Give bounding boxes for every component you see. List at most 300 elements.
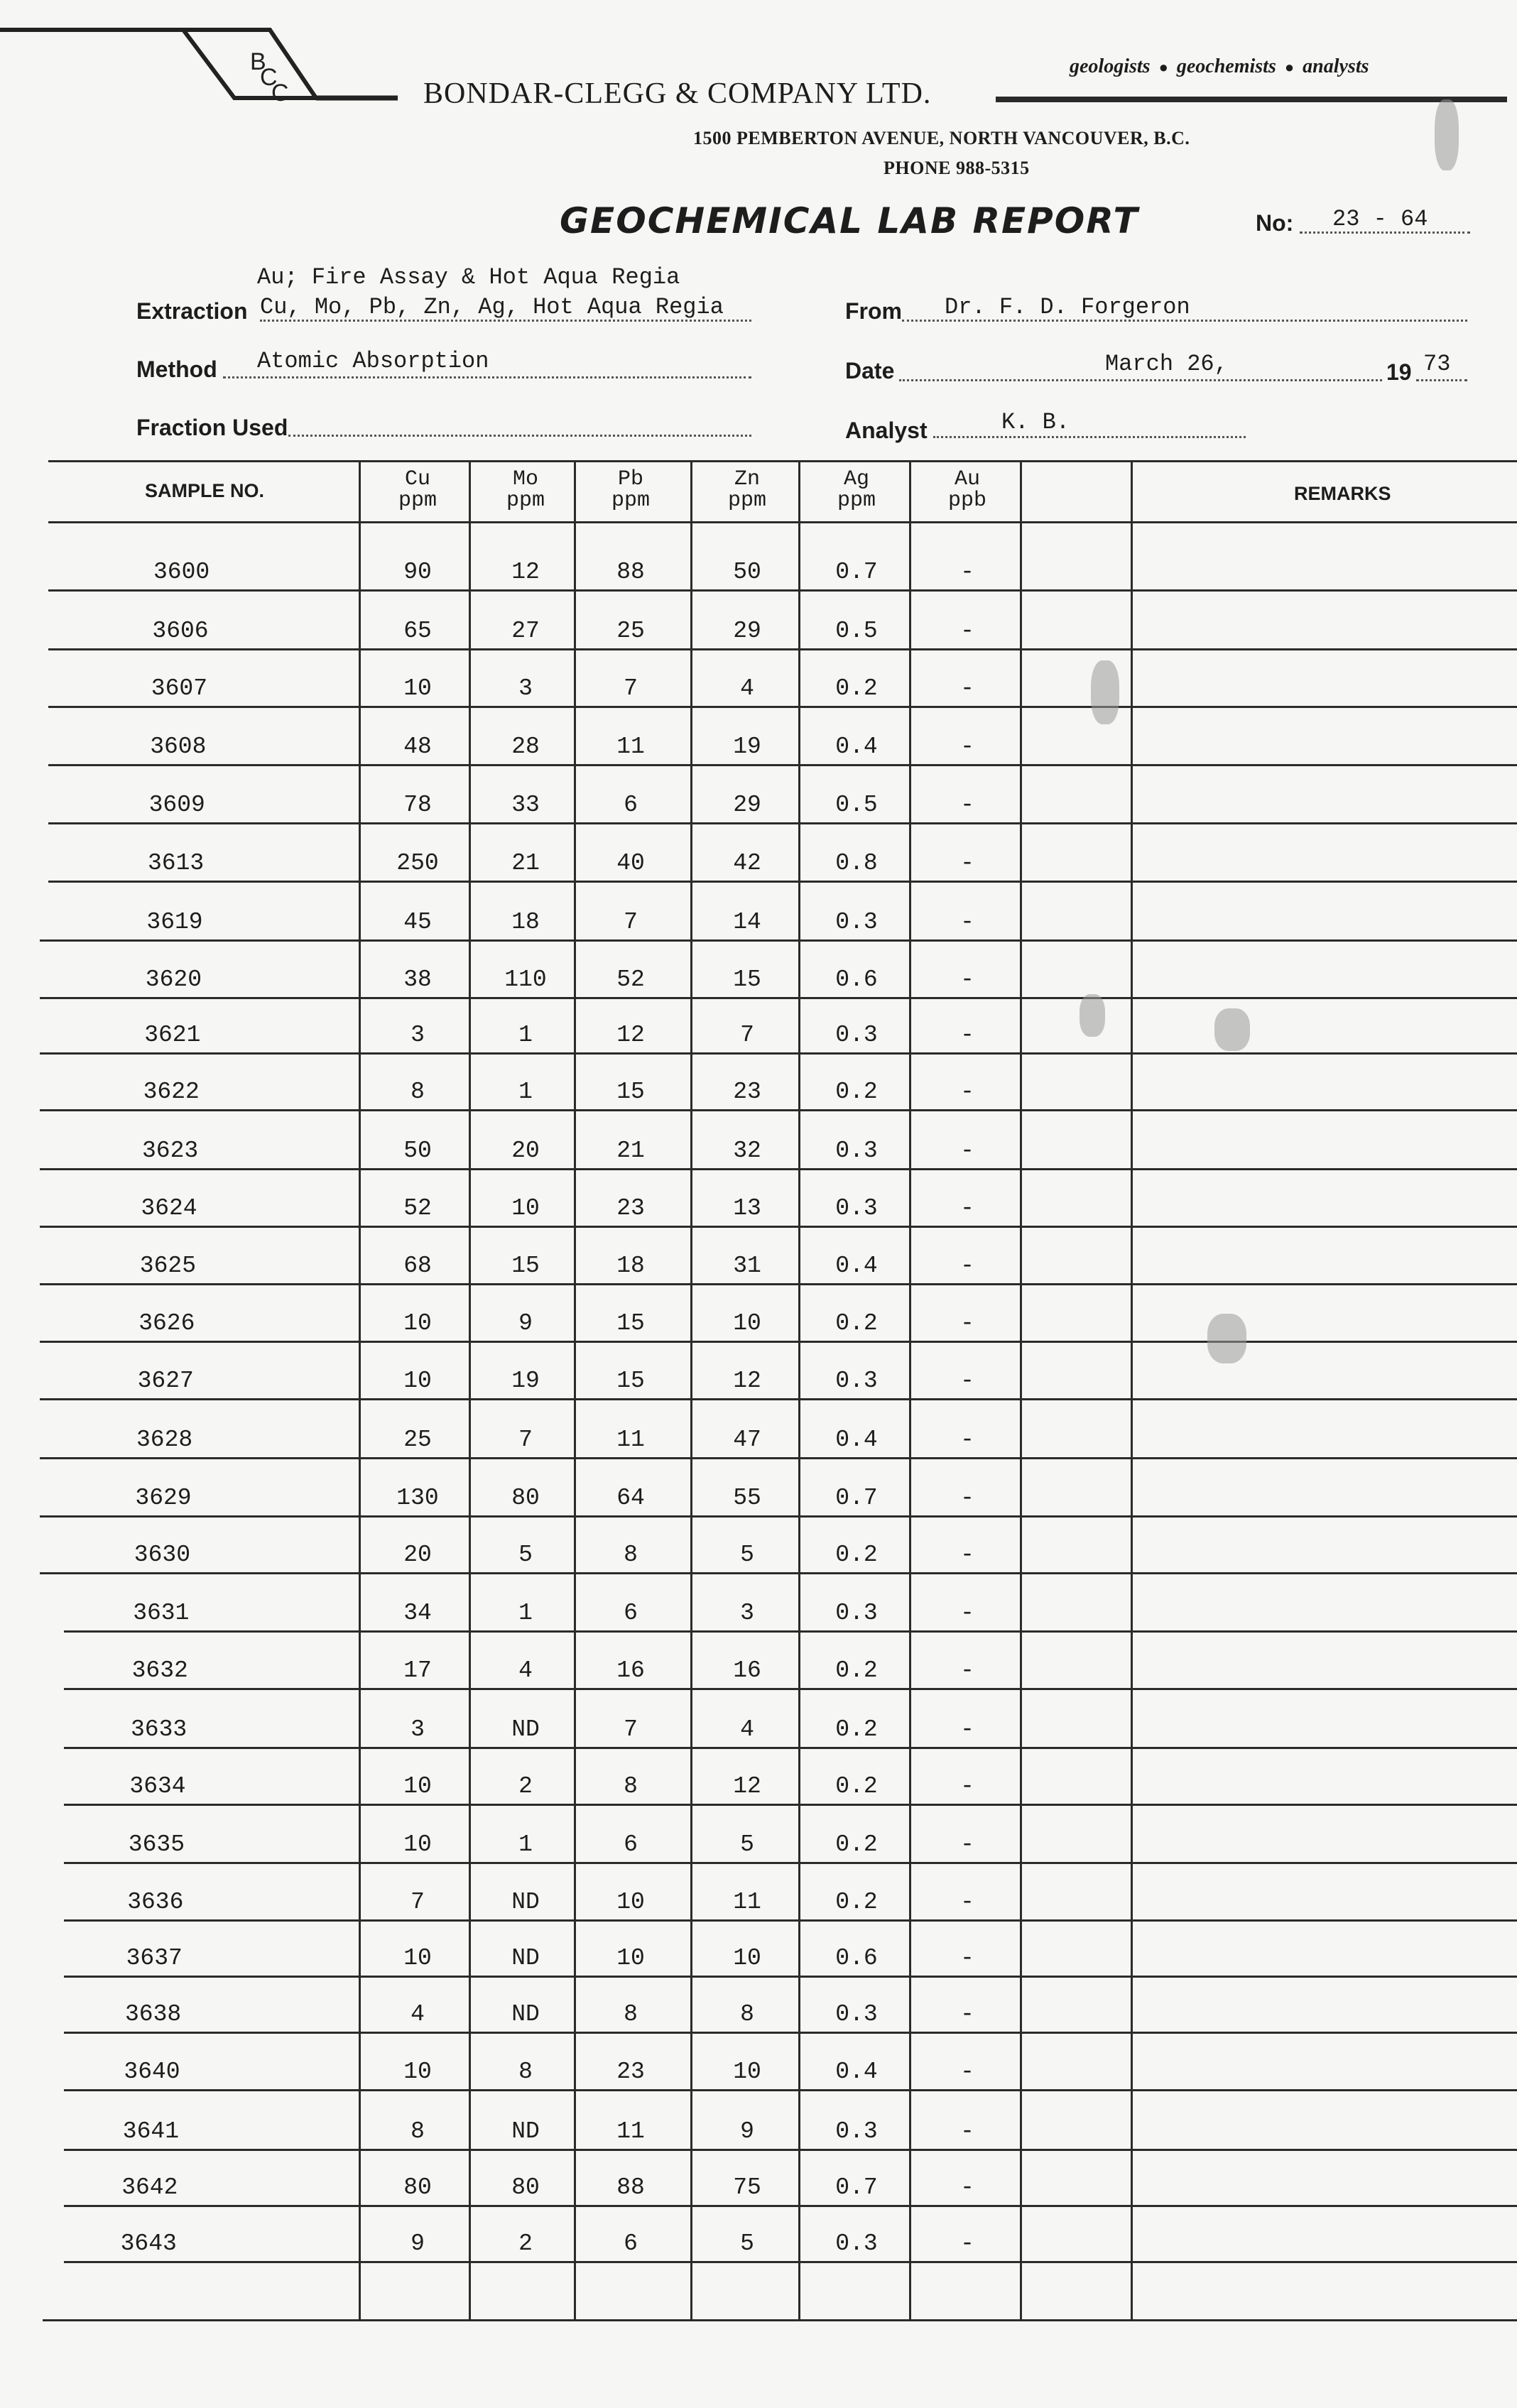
value-cell: - xyxy=(960,1831,974,1858)
value-cell: 48 xyxy=(403,734,432,760)
value-cell: 10 xyxy=(403,675,432,702)
value-cell: 33 xyxy=(511,792,540,818)
value-cell: 4 xyxy=(518,1657,533,1684)
value-cell: 3 xyxy=(518,675,533,702)
year-prefix: 19 xyxy=(1386,359,1412,385)
value-cell: 15 xyxy=(616,1079,645,1105)
value-cell: 20 xyxy=(511,1138,540,1164)
row-rule xyxy=(64,1630,1517,1633)
tagline-analysts: analysts xyxy=(1303,55,1369,77)
value-cell: 13 xyxy=(733,1195,761,1221)
method-value: Atomic Absorption xyxy=(257,348,489,374)
row-rule xyxy=(40,1168,1517,1170)
row-rule xyxy=(48,589,1517,592)
value-cell: 10 xyxy=(403,1831,432,1858)
value-cell: - xyxy=(960,1773,974,1799)
row-rule xyxy=(48,706,1517,708)
fraction-used-line xyxy=(288,435,751,437)
value-cell: 10 xyxy=(403,1773,432,1799)
extraction-label: Extraction xyxy=(136,298,248,324)
value-cell: 10 xyxy=(511,1195,540,1221)
column-header-0 xyxy=(368,469,467,511)
sample-number-cell: 3627 xyxy=(137,1368,194,1394)
column-header-5 xyxy=(918,469,1017,511)
value-cell: 25 xyxy=(616,618,645,644)
value-cell: 6 xyxy=(624,1600,638,1626)
row-rule xyxy=(40,997,1517,999)
value-cell: 27 xyxy=(511,618,540,644)
value-cell: ND xyxy=(511,2001,540,2027)
value-cell: 4 xyxy=(410,2001,425,2027)
date-label: Date xyxy=(845,358,895,383)
scan-stain xyxy=(1080,994,1105,1037)
value-cell: 0.4 xyxy=(835,1427,878,1453)
row-rule xyxy=(64,1688,1517,1690)
value-cell: 10 xyxy=(616,1945,645,1971)
scan-stain xyxy=(1214,1008,1250,1051)
column-unit: ppm xyxy=(506,489,545,513)
value-cell: 0.5 xyxy=(835,618,878,644)
value-cell: 9 xyxy=(518,1310,533,1336)
from-value: Dr. F. D. Forgeron xyxy=(945,294,1190,320)
value-cell: 0.3 xyxy=(835,1195,878,1221)
value-cell: 90 xyxy=(403,559,432,585)
value-cell: - xyxy=(960,909,974,935)
report-number-label: No: xyxy=(1256,210,1294,236)
sample-number-cell: 3608 xyxy=(150,734,207,760)
value-cell: 0.6 xyxy=(835,1945,878,1971)
value-cell: ND xyxy=(511,1945,540,1971)
value-cell: 52 xyxy=(403,1195,432,1221)
row-rule xyxy=(64,2261,1517,2263)
value-cell: 5 xyxy=(740,1542,754,1568)
row-rule xyxy=(64,1919,1517,1922)
column-header-2 xyxy=(581,469,680,511)
sample-number-cell: 3625 xyxy=(139,1253,197,1279)
report-number-value: 23 - 64 xyxy=(1332,206,1428,232)
value-cell: 8 xyxy=(410,2118,425,2145)
date-value: March 26, xyxy=(1105,351,1228,377)
value-cell: - xyxy=(960,1310,974,1336)
sample-number-cell: 3609 xyxy=(148,792,205,818)
column-rule xyxy=(1020,462,1022,2319)
value-cell: 0.3 xyxy=(835,2001,878,2027)
value-cell: 0.4 xyxy=(835,2059,878,2085)
sample-number-cell: 3636 xyxy=(127,1889,184,1915)
sample-number-cell: 3613 xyxy=(148,850,205,876)
value-cell: 5 xyxy=(740,1831,754,1858)
sample-number-cell: 3607 xyxy=(151,675,208,702)
value-cell: - xyxy=(960,2118,974,2145)
row-rule xyxy=(40,1109,1517,1111)
tagline-geochemists: geochemists xyxy=(1176,55,1276,77)
row-rule xyxy=(40,1398,1517,1400)
column-header-1 xyxy=(476,469,575,511)
value-cell: 7 xyxy=(624,675,638,702)
value-cell: 0.2 xyxy=(835,1716,878,1743)
table-header-rule xyxy=(48,521,1517,523)
value-cell: - xyxy=(960,1716,974,1743)
sample-number-cell: 3623 xyxy=(142,1138,199,1164)
row-rule xyxy=(64,2089,1517,2091)
value-cell: - xyxy=(960,2174,974,2201)
value-cell: 0.8 xyxy=(835,850,878,876)
value-cell: 12 xyxy=(616,1022,645,1048)
sample-number-cell: 3631 xyxy=(133,1600,190,1626)
value-cell: 1 xyxy=(518,1600,533,1626)
value-cell: 8 xyxy=(740,2001,754,2027)
value-cell: 29 xyxy=(733,618,761,644)
value-cell: 0.3 xyxy=(835,1368,878,1394)
from-label: From xyxy=(845,298,902,324)
header-rule xyxy=(996,97,1507,102)
value-cell: 0.2 xyxy=(835,1079,878,1105)
value-cell: 21 xyxy=(511,850,540,876)
row-rule xyxy=(40,1457,1517,1459)
value-cell: 1 xyxy=(518,1079,533,1105)
column-unit: ppm xyxy=(611,489,650,513)
value-cell: - xyxy=(960,1195,974,1221)
value-cell: 6 xyxy=(624,792,638,818)
sample-number-cell: 3634 xyxy=(129,1773,186,1799)
analyst-label: Analyst xyxy=(845,418,928,443)
value-cell: - xyxy=(960,1889,974,1915)
company-tagline xyxy=(1070,55,1369,78)
company-logo xyxy=(0,14,426,121)
value-cell: 28 xyxy=(511,734,540,760)
value-cell: 0.2 xyxy=(835,675,878,702)
value-cell: - xyxy=(960,1253,974,1279)
value-cell: 12 xyxy=(511,559,540,585)
row-rule xyxy=(48,764,1517,766)
column-unit: ppb xyxy=(947,489,986,513)
value-cell: 7 xyxy=(624,909,638,935)
value-cell: 0.2 xyxy=(835,1310,878,1336)
value-cell: 4 xyxy=(740,675,754,702)
sample-number-cell: 3600 xyxy=(153,559,210,585)
sample-number-cell: 3643 xyxy=(120,2230,177,2257)
value-cell: 8 xyxy=(518,2059,533,2085)
value-cell: 88 xyxy=(616,559,645,585)
method-label: Method xyxy=(136,356,217,382)
column-rule xyxy=(469,462,471,2319)
value-cell: 80 xyxy=(511,2174,540,2201)
value-cell: 3 xyxy=(740,1600,754,1626)
value-cell: 7 xyxy=(740,1022,754,1048)
sample-no-header: SAMPLE NO. xyxy=(145,480,265,501)
value-cell: - xyxy=(960,1022,974,1048)
column-unit: ppm xyxy=(837,489,876,513)
value-cell: 9 xyxy=(740,2118,754,2145)
value-cell: 15 xyxy=(616,1368,645,1394)
value-cell: 31 xyxy=(733,1253,761,1279)
extraction-value-line1: Au; Fire Assay & Hot Aqua Regia xyxy=(257,264,680,290)
svg-text:C: C xyxy=(260,64,278,91)
value-cell: - xyxy=(960,1138,974,1164)
scan-stain xyxy=(1435,99,1459,170)
value-cell: - xyxy=(960,1657,974,1684)
row-rule xyxy=(40,1515,1517,1518)
value-cell: 23 xyxy=(616,1195,645,1221)
value-cell: 10 xyxy=(733,1310,761,1336)
value-cell: - xyxy=(960,2059,974,2085)
row-rule xyxy=(40,1572,1517,1574)
sample-number-cell: 3640 xyxy=(124,2059,180,2085)
value-cell: 20 xyxy=(403,1542,432,1568)
value-cell: 0.6 xyxy=(835,966,878,993)
analyst-line xyxy=(933,436,1246,438)
scan-stain xyxy=(1091,660,1119,724)
value-cell: 0.7 xyxy=(835,1485,878,1511)
row-rule xyxy=(64,1804,1517,1806)
table-bottom-rule xyxy=(43,2319,1517,2321)
value-cell: 0.4 xyxy=(835,734,878,760)
column-rule xyxy=(798,462,800,2319)
column-element: Cu xyxy=(404,467,430,491)
value-cell: 8 xyxy=(624,1773,638,1799)
tagline-geologists: geologists xyxy=(1070,55,1151,77)
value-cell: 18 xyxy=(511,909,540,935)
value-cell: 0.2 xyxy=(835,1889,878,1915)
value-cell: 50 xyxy=(403,1138,432,1164)
value-cell: 8 xyxy=(624,2001,638,2027)
value-cell: ND xyxy=(511,1889,540,1915)
column-element: Mo xyxy=(512,467,538,491)
sample-number-cell: 3637 xyxy=(126,1945,183,1971)
column-header-3 xyxy=(697,469,797,511)
svg-text:B: B xyxy=(250,48,266,75)
value-cell: - xyxy=(960,618,974,644)
value-cell: 5 xyxy=(518,1542,533,1568)
value-cell: 16 xyxy=(733,1657,761,1684)
value-cell: 78 xyxy=(403,792,432,818)
company-name: BONDAR-CLEGG & COMPANY LTD. xyxy=(423,77,932,110)
value-cell: 0.3 xyxy=(835,1138,878,1164)
sample-number-cell: 3642 xyxy=(121,2174,178,2201)
value-cell: 0.3 xyxy=(835,909,878,935)
sample-number-cell: 3606 xyxy=(152,618,209,644)
value-cell: 65 xyxy=(403,618,432,644)
value-cell: - xyxy=(960,792,974,818)
value-cell: 15 xyxy=(616,1310,645,1336)
value-cell: 10 xyxy=(403,1945,432,1971)
value-cell: 10 xyxy=(733,2059,761,2085)
value-cell: 52 xyxy=(616,966,645,993)
value-cell: 0.4 xyxy=(835,1253,878,1279)
scan-stain xyxy=(1207,1314,1246,1363)
value-cell: 42 xyxy=(733,850,761,876)
value-cell: - xyxy=(960,850,974,876)
value-cell: 1 xyxy=(518,1022,533,1048)
sample-number-cell: 3619 xyxy=(146,909,203,935)
value-cell: - xyxy=(960,1368,974,1394)
value-cell: - xyxy=(960,2230,974,2257)
row-rule xyxy=(48,881,1517,883)
extraction-value-line2: Cu, Mo, Pb, Zn, Ag, Hot Aqua Regia xyxy=(260,294,724,320)
row-rule xyxy=(64,2032,1517,2034)
value-cell: 0.2 xyxy=(835,1542,878,1568)
value-cell: - xyxy=(960,1485,974,1511)
value-cell: - xyxy=(960,1079,974,1105)
value-cell: 80 xyxy=(511,1485,540,1511)
column-unit: ppm xyxy=(398,489,437,513)
value-cell: - xyxy=(960,1542,974,1568)
year-value: 73 xyxy=(1423,351,1451,377)
value-cell: 64 xyxy=(616,1485,645,1511)
value-cell: 55 xyxy=(733,1485,761,1511)
date-line xyxy=(899,379,1382,381)
sample-number-cell: 3638 xyxy=(125,2001,182,2027)
report-title: GEOCHEMICAL LAB REPORT xyxy=(560,200,1139,241)
value-cell: 75 xyxy=(733,2174,761,2201)
column-element: Ag xyxy=(843,467,869,491)
value-cell: 110 xyxy=(504,966,547,993)
value-cell: - xyxy=(960,1600,974,1626)
value-cell: 11 xyxy=(733,1889,761,1915)
value-cell: 10 xyxy=(403,1368,432,1394)
value-cell: 50 xyxy=(733,559,761,585)
value-cell: 88 xyxy=(616,2174,645,2201)
sample-number-cell: 3633 xyxy=(131,1716,187,1743)
svg-text:C: C xyxy=(271,80,289,107)
value-cell: 0.3 xyxy=(835,2118,878,2145)
value-cell: 7 xyxy=(518,1427,533,1453)
value-cell: 2 xyxy=(518,1773,533,1799)
value-cell: 11 xyxy=(616,1427,645,1453)
value-cell: - xyxy=(960,675,974,702)
value-cell: 8 xyxy=(410,1079,425,1105)
value-cell: 4 xyxy=(740,1716,754,1743)
row-rule xyxy=(40,1226,1517,1228)
value-cell: 15 xyxy=(511,1253,540,1279)
sample-number-cell: 3628 xyxy=(136,1427,193,1453)
company-address: 1500 PEMBERTON AVENUE, NORTH VANCOUVER, B.C. xyxy=(693,128,1190,148)
value-cell: 21 xyxy=(616,1138,645,1164)
value-cell: 6 xyxy=(624,2230,638,2257)
value-cell: 7 xyxy=(410,1889,425,1915)
value-cell: - xyxy=(960,1945,974,1971)
row-rule xyxy=(40,939,1517,942)
value-cell: 0.3 xyxy=(835,2230,878,2257)
value-cell: 6 xyxy=(624,1831,638,1858)
value-cell: 15 xyxy=(733,966,761,993)
value-cell: 0.2 xyxy=(835,1831,878,1858)
value-cell: 19 xyxy=(511,1368,540,1394)
value-cell: 80 xyxy=(403,2174,432,2201)
value-cell: 23 xyxy=(616,2059,645,2085)
method-line xyxy=(223,376,751,378)
value-cell: 5 xyxy=(740,2230,754,2257)
value-cell: - xyxy=(960,1427,974,1453)
column-element: Zn xyxy=(734,467,760,491)
value-cell: 25 xyxy=(403,1427,432,1453)
value-cell: 3 xyxy=(410,1022,425,1048)
value-cell: 18 xyxy=(616,1253,645,1279)
value-cell: 38 xyxy=(403,966,432,993)
value-cell: 34 xyxy=(403,1600,432,1626)
value-cell: 40 xyxy=(616,850,645,876)
column-header-4 xyxy=(807,469,906,511)
value-cell: - xyxy=(960,734,974,760)
sample-number-cell: 3622 xyxy=(143,1079,200,1105)
row-rule xyxy=(64,1747,1517,1749)
column-unit: ppm xyxy=(727,489,766,513)
sample-number-cell: 3624 xyxy=(141,1195,197,1221)
value-cell: 45 xyxy=(403,909,432,935)
value-cell: 16 xyxy=(616,1657,645,1684)
value-cell: 0.7 xyxy=(835,559,878,585)
value-cell: 3 xyxy=(410,1716,425,1743)
value-cell: 29 xyxy=(733,792,761,818)
value-cell: 14 xyxy=(733,909,761,935)
sample-number-cell: 3635 xyxy=(128,1831,185,1858)
value-cell: 8 xyxy=(624,1542,638,1568)
sample-number-cell: 3620 xyxy=(145,966,202,993)
value-cell: 68 xyxy=(403,1253,432,1279)
value-cell: 130 xyxy=(396,1485,439,1511)
value-cell: 32 xyxy=(733,1138,761,1164)
year-line xyxy=(1416,379,1467,381)
bullet-icon: ● xyxy=(1284,58,1295,76)
sample-number-cell: 3629 xyxy=(135,1485,192,1511)
value-cell: ND xyxy=(511,2118,540,2145)
value-cell: 250 xyxy=(396,850,439,876)
bullet-icon: ● xyxy=(1158,58,1168,76)
value-cell: 10 xyxy=(403,1310,432,1336)
row-rule xyxy=(48,822,1517,824)
row-rule xyxy=(40,1052,1517,1055)
row-rule xyxy=(64,1862,1517,1864)
company-phone: PHONE 988-5315 xyxy=(883,158,1030,178)
value-cell: 0.2 xyxy=(835,1773,878,1799)
row-rule xyxy=(64,1976,1517,1978)
value-cell: 47 xyxy=(733,1427,761,1453)
value-cell: 10 xyxy=(403,2059,432,2085)
value-cell: 2 xyxy=(518,2230,533,2257)
value-cell: 19 xyxy=(733,734,761,760)
row-rule xyxy=(48,648,1517,650)
sample-number-cell: 3626 xyxy=(138,1310,195,1336)
value-cell: 10 xyxy=(733,1945,761,1971)
value-cell: 17 xyxy=(403,1657,432,1684)
column-rule xyxy=(359,462,361,2319)
value-cell: 0.2 xyxy=(835,1657,878,1684)
column-rule xyxy=(1131,462,1133,2319)
value-cell: 7 xyxy=(624,1716,638,1743)
value-cell: 0.3 xyxy=(835,1600,878,1626)
sample-number-cell: 3621 xyxy=(144,1022,201,1048)
sample-number-cell: 3630 xyxy=(134,1542,191,1568)
column-rule xyxy=(690,462,692,2319)
value-cell: 23 xyxy=(733,1079,761,1105)
value-cell: - xyxy=(960,559,974,585)
value-cell: - xyxy=(960,966,974,993)
row-rule xyxy=(40,1283,1517,1285)
value-cell: ND xyxy=(511,1716,540,1743)
value-cell: 0.7 xyxy=(835,2174,878,2201)
value-cell: - xyxy=(960,2001,974,2027)
value-cell: 9 xyxy=(410,2230,425,2257)
value-cell: 12 xyxy=(733,1368,761,1394)
value-cell: 11 xyxy=(616,734,645,760)
table-top-rule xyxy=(48,460,1517,462)
remarks-header: REMARKS xyxy=(1294,483,1391,504)
sample-number-cell: 3641 xyxy=(122,2118,180,2145)
row-rule xyxy=(64,2149,1517,2151)
value-cell: 0.3 xyxy=(835,1022,878,1048)
column-element: Au xyxy=(954,467,980,491)
value-cell: 11 xyxy=(616,2118,645,2145)
